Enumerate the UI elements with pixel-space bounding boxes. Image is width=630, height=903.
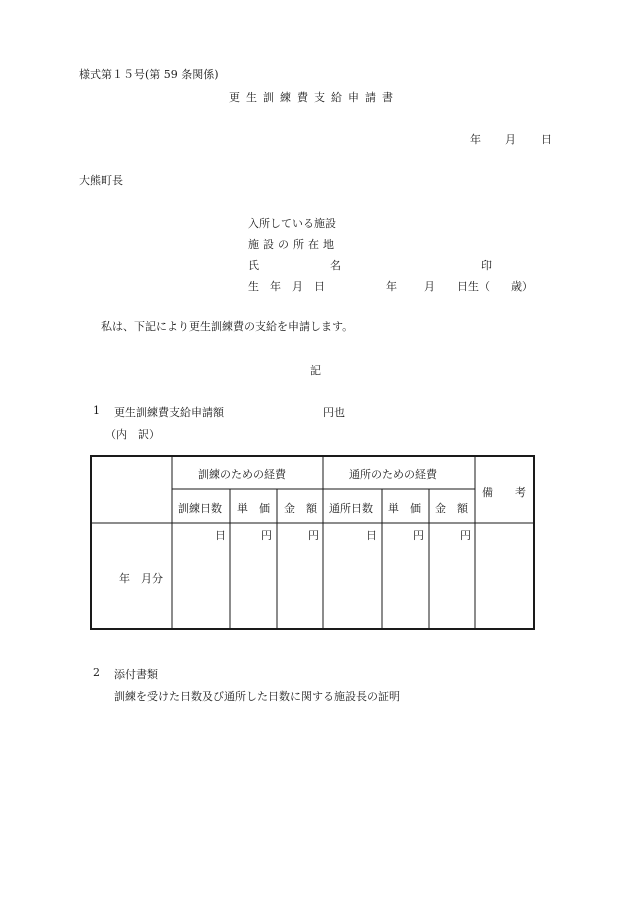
ki-mark: 記: [310, 364, 321, 377]
amount-unit-2: 円: [460, 529, 471, 542]
birth-day: 日生（: [457, 280, 490, 293]
unit-price-unit: 円: [261, 529, 272, 542]
statement: 私は、下記により更生訓練費の支給を申請します。: [101, 320, 354, 333]
facility-label: 入所している施設: [248, 217, 336, 230]
commute-header: 通所のための経費: [349, 468, 437, 481]
amount-header: 金 額: [284, 502, 317, 515]
birth-month: 月: [424, 280, 435, 293]
remarks-header: 備 考: [482, 486, 526, 499]
breakdown-label: （内 訳）: [105, 428, 160, 441]
name-label-1: 氏: [248, 259, 259, 272]
item1-label: 更生訓練費支給申請額: [114, 406, 224, 419]
unit-price-header-2: 単 価: [388, 502, 421, 515]
name-label-2: 名: [330, 259, 341, 272]
item1-number: 1: [93, 404, 100, 417]
unit-price-unit-2: 円: [413, 529, 424, 542]
item2-number: 2: [93, 666, 100, 679]
date-month: 月: [505, 133, 516, 146]
commute-days-unit: 日: [366, 529, 377, 542]
date-year: 年: [470, 133, 481, 146]
commute-days-header: 通所日数: [329, 502, 373, 515]
expense-table: [90, 455, 535, 630]
month-row-label: 年 月分: [119, 572, 163, 585]
training-header: 訓練のための経費: [198, 468, 286, 481]
training-days-header: 訓練日数: [178, 502, 222, 515]
birth-year: 年: [386, 280, 397, 293]
item2-label: 添付書類: [114, 668, 158, 681]
amount-unit: 円: [308, 529, 319, 542]
item2-detail: 訓練を受けた日数及び通所した日数に関する施設長の証明: [114, 690, 400, 703]
form-number: 様式第１５号(第 59 条関係): [79, 68, 219, 81]
seal-mark: 印: [481, 259, 492, 272]
facility-address-label: 施設の所在地: [248, 238, 338, 251]
age: 歳）: [511, 280, 533, 293]
item1-unit: 円也: [323, 406, 345, 419]
document-title: 更生訓練費支給申請書: [229, 91, 399, 104]
date-day: 日: [541, 133, 552, 146]
birth-label: 生 年 月 日: [248, 280, 325, 293]
unit-price-header: 単 価: [237, 502, 270, 515]
addressee: 大熊町長: [79, 174, 123, 187]
amount-header-2: 金 額: [435, 502, 468, 515]
training-days-unit: 日: [215, 529, 226, 542]
